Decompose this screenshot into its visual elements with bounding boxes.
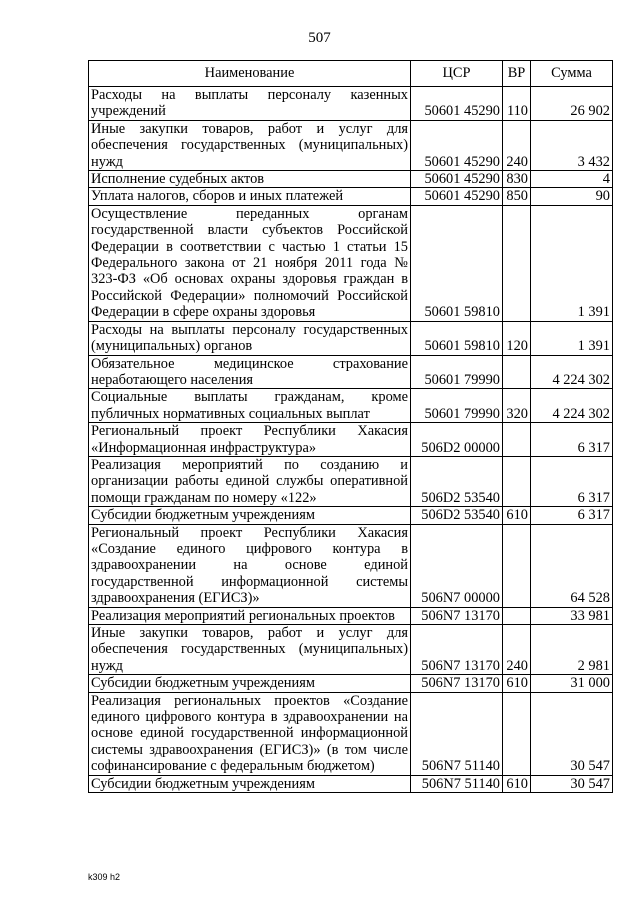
cell-vr: 110: [503, 87, 531, 121]
table-row: [89, 389, 613, 423]
cell-vr: 240: [503, 120, 531, 170]
cell-name: Реализация мероприятий региональных проектов: [89, 607, 411, 624]
cell-csr: 506N7 13170: [411, 607, 503, 624]
cell-name: Иные закупки товаров, работ и услуг для обеспечения государственных (муниципальных) нужд: [89, 120, 411, 170]
cell-csr: 506N7 51140: [411, 775, 503, 792]
cell-name: Реализация мероприятий по созданию и организации работы единой службы оперативной помощи гражданам по номеру «122»: [89, 456, 411, 506]
cell-sum: 1 391: [531, 321, 613, 355]
cell-name: Расходы на выплаты персоналу государственных (муниципальных) органов: [89, 321, 411, 355]
cell-sum: 2 981: [531, 625, 613, 675]
cell-csr: 50601 59810: [411, 205, 503, 321]
cell-csr: 506N7 51140: [411, 692, 503, 775]
cell-sum: 1 391: [531, 205, 613, 321]
cell-csr: 506N7 00000: [411, 524, 503, 607]
table-row: [89, 607, 613, 624]
cell-name: Региональный проект Республики Хакасия «Создание единого цифрового контура в здравоохранении на основе единой государственной информационной системы здравоохранения (ЕГИСЗ)»: [89, 524, 411, 607]
cell-vr: [503, 205, 531, 321]
page-number: 507: [308, 30, 331, 46]
footer-code: k309 h2: [88, 872, 121, 882]
cell-sum: 4 224 302: [531, 389, 613, 423]
cell-sum: 30 547: [531, 775, 613, 792]
cell-sum: 4: [531, 171, 613, 188]
cell-vr: 850: [503, 188, 531, 205]
cell-name: Иные закупки товаров, работ и услуг для обеспечения государственных (муниципальных) нужд: [89, 625, 411, 675]
cell-vr: 320: [503, 389, 531, 423]
budget-table: [88, 60, 613, 793]
table-row: [89, 321, 613, 355]
cell-name: Субсидии бюджетным учреждениям: [89, 507, 411, 524]
table-row: [89, 120, 613, 170]
table-row: [89, 507, 613, 524]
cell-csr: 50601 45290: [411, 120, 503, 170]
cell-name: Социальные выплаты гражданам, кроме публичных нормативных социальных выплат: [89, 389, 411, 423]
cell-vr: 610: [503, 775, 531, 792]
header-vr: ВР: [503, 61, 531, 87]
cell-csr: 506N7 13170: [411, 625, 503, 675]
table-row: [89, 87, 613, 121]
cell-vr: [503, 456, 531, 506]
table-row: [89, 205, 613, 321]
cell-name: Субсидии бюджетным учреждениям: [89, 775, 411, 792]
table-row: [89, 675, 613, 692]
cell-csr: 506N7 13170: [411, 675, 503, 692]
cell-vr: [503, 355, 531, 389]
cell-sum: 6 317: [531, 423, 613, 457]
table-row: [89, 171, 613, 188]
cell-sum: 4 224 302: [531, 355, 613, 389]
cell-vr: [503, 607, 531, 624]
cell-vr: 610: [503, 507, 531, 524]
cell-sum: 31 000: [531, 675, 613, 692]
table-row: [89, 625, 613, 675]
cell-csr: 50601 45290: [411, 188, 503, 205]
cell-csr: 506D2 00000: [411, 423, 503, 457]
table-row: [89, 188, 613, 205]
cell-sum: 33 981: [531, 607, 613, 624]
cell-sum: 26 902: [531, 87, 613, 121]
cell-csr: 506D2 53540: [411, 507, 503, 524]
table-row: [89, 524, 613, 607]
cell-name: Исполнение судебных актов: [89, 171, 411, 188]
cell-name: Осуществление переданных органам государственной власти субъектов Российской Федерации в соответствии с частью 1 статьи 15 Федерального закона от 21 ноября 2011 года № 323-ФЗ «Об основах охраны здоровья граждан в Российской Федерации» полномочий Российской Федерации в сфере охраны здоровья: [89, 205, 411, 321]
table-row: [89, 423, 613, 457]
cell-vr: [503, 524, 531, 607]
cell-name: Субсидии бюджетным учреждениям: [89, 675, 411, 692]
cell-vr: 120: [503, 321, 531, 355]
table-row: [89, 692, 613, 775]
cell-vr: 240: [503, 625, 531, 675]
cell-csr: 50601 45290: [411, 171, 503, 188]
header-sum: Сумма: [531, 61, 613, 87]
cell-csr: 50601 79990: [411, 355, 503, 389]
cell-name: Обязательное медицинское страхование неработающего населения: [89, 355, 411, 389]
cell-csr: 50601 79990: [411, 389, 503, 423]
cell-sum: 30 547: [531, 692, 613, 775]
table-row: [89, 456, 613, 506]
cell-name: Реализация региональных проектов «Создание единого цифрового контура в здравоохранении на основе единой государственной информационной системы здравоохранения (ЕГИСЗ)» (в том числе софинансирование с федеральным бюджетом): [89, 692, 411, 775]
cell-name: Региональный проект Республики Хакасия «Информационная инфраструктура»: [89, 423, 411, 457]
cell-sum: 6 317: [531, 507, 613, 524]
table-row: [89, 355, 613, 389]
cell-vr: 610: [503, 675, 531, 692]
cell-sum: 90: [531, 188, 613, 205]
cell-sum: 6 317: [531, 456, 613, 506]
cell-vr: [503, 423, 531, 457]
cell-sum: 64 528: [531, 524, 613, 607]
cell-sum: 3 432: [531, 120, 613, 170]
cell-csr: 50601 45290: [411, 87, 503, 121]
cell-vr: 830: [503, 171, 531, 188]
table-row: [89, 775, 613, 792]
header-name: Наименование: [89, 61, 411, 87]
cell-name: Расходы на выплаты персоналу казенных учреждений: [89, 87, 411, 121]
cell-csr: 506D2 53540: [411, 456, 503, 506]
cell-name: Уплата налогов, сборов и иных платежей: [89, 188, 411, 205]
header-csr: ЦСР: [411, 61, 503, 87]
cell-csr: 50601 59810: [411, 321, 503, 355]
table-header-row: [89, 61, 613, 87]
cell-vr: [503, 692, 531, 775]
